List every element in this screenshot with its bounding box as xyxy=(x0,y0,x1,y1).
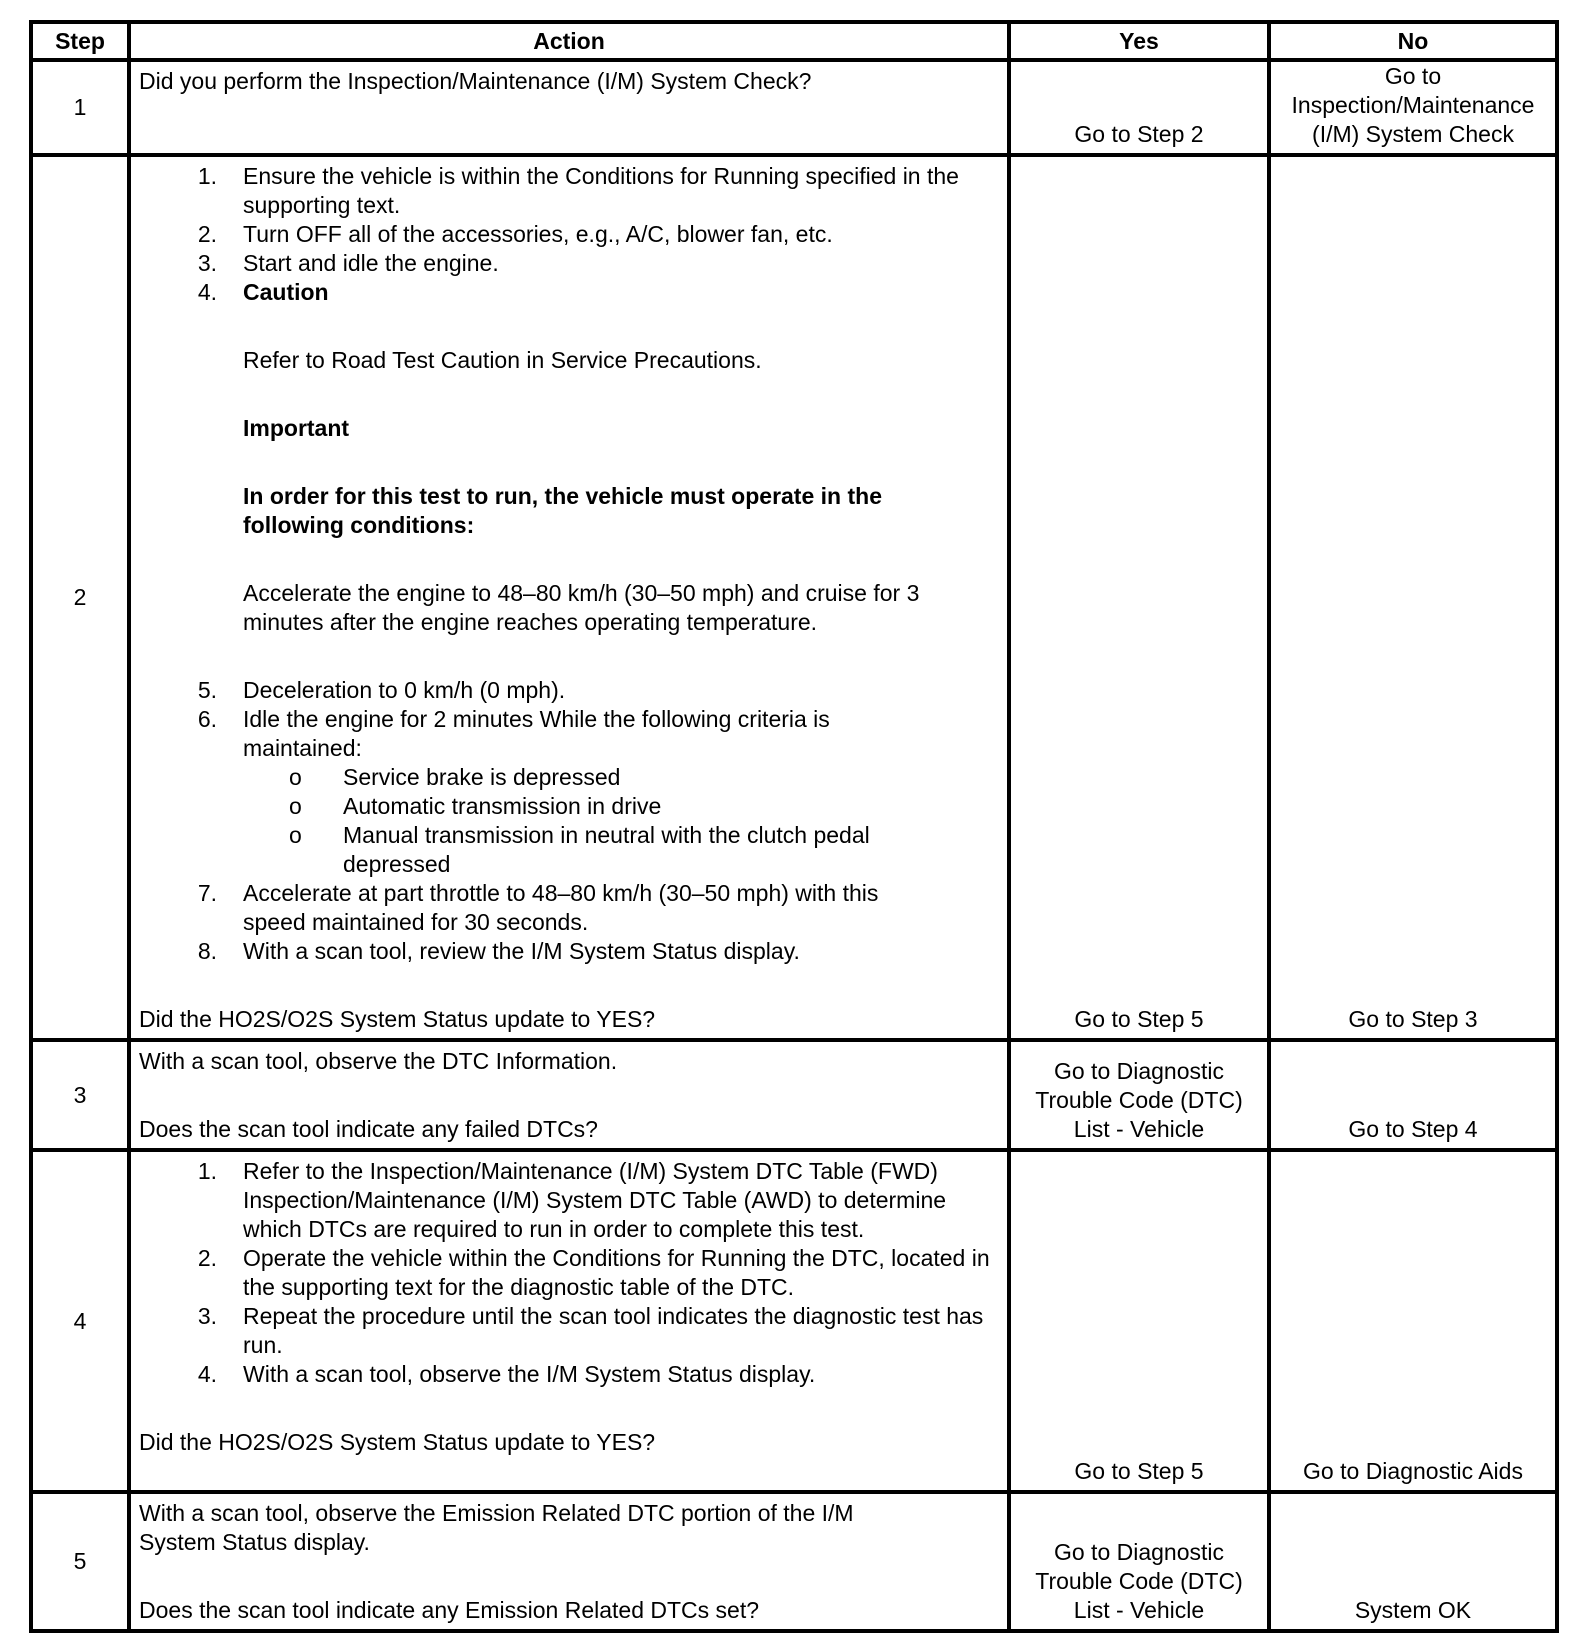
question-text: Does the scan tool indicate any failed DTCs? xyxy=(139,1116,598,1142)
header-yes: Yes xyxy=(1009,22,1269,60)
no-link[interactable]: Go to Diagnostic Aids xyxy=(1269,1150,1557,1492)
list-item: 5. Deceleration to 0 km/h (0 mph). xyxy=(197,677,566,703)
action-text: With a scan tool, observe the DTC Information. xyxy=(139,1048,618,1074)
step-number: 3 xyxy=(31,1040,129,1150)
no-link[interactable]: Go to Step 4 xyxy=(1269,1040,1557,1150)
list-item: 4. Caution xyxy=(139,278,999,307)
action-cell xyxy=(129,155,1009,1040)
list-item: 8. With a scan tool, review the I/M System Status display. xyxy=(197,938,800,964)
table-row xyxy=(31,60,1557,155)
numbered-list xyxy=(139,1157,999,1389)
caution-text: Refer to Road Test Caution in Service Precautions. xyxy=(243,347,762,373)
step-number: 4 xyxy=(31,1150,129,1492)
action-text: With a scan tool, observe the Emission Related DTC portion of the I/M System Status display. xyxy=(139,1500,854,1555)
header-no: No xyxy=(1269,22,1557,60)
step-number: 5 xyxy=(31,1492,129,1631)
header-action: Action xyxy=(129,22,1009,60)
action-text: Did you perform the Inspection/Maintenance (I/M) System Check? xyxy=(129,60,1009,155)
yes-link[interactable]: Go to Step 2 xyxy=(1009,60,1269,155)
diagnostic-table xyxy=(29,20,1559,1633)
action-cell xyxy=(129,1040,1009,1150)
step-number: 2 xyxy=(31,155,129,1040)
question-text: Did the HO2S/O2S System Status update to YES? xyxy=(139,1429,656,1455)
numbered-list xyxy=(139,162,999,307)
header-row xyxy=(31,22,1557,60)
table-row xyxy=(31,1492,1557,1631)
caution-label: Caution xyxy=(243,279,329,305)
list-item: 2. Turn OFF all of the accessories, e.g., A/C, blower fan, etc. xyxy=(197,221,833,247)
bullet-icon: o xyxy=(289,822,302,848)
accelerate-text: Accelerate the engine to 48–80 km/h (30–50 mph) and cruise for 3 minutes after the engine reaches operating temperature. xyxy=(243,580,920,635)
action-cell xyxy=(129,1492,1009,1631)
table-row xyxy=(31,155,1557,1040)
table-row xyxy=(31,1150,1557,1492)
sub-list-item: o Automatic transmission in drive xyxy=(139,792,999,821)
list-item: 1. Ensure the vehicle is within the Conditions for Running specified in the supporting text. xyxy=(197,163,959,218)
sub-list-item: o Manual transmission in neutral with the clutch pedal depressed xyxy=(139,821,999,879)
question-text: Does the scan tool indicate any Emission Related DTCs set? xyxy=(139,1597,760,1623)
list-item: 3. Repeat the procedure until the scan tool indicates the diagnostic test has run. xyxy=(197,1303,984,1358)
yes-link[interactable]: Go to Diagnostic Trouble Code (DTC) List - Vehicle xyxy=(1009,1040,1269,1150)
list-item: 7. Accelerate at part throttle to 48–80 km/h (30–50 mph) with this speed maintained for 30 seconds. xyxy=(197,880,879,935)
table-row xyxy=(31,1040,1557,1150)
list-item: 6. Idle the engine for 2 minutes While the following criteria is maintained: xyxy=(197,706,830,761)
sub-list-item: o Service brake is depressed xyxy=(139,763,999,792)
yes-link[interactable]: Go to Step 5 xyxy=(1009,1150,1269,1492)
no-link[interactable]: Go to Step 3 xyxy=(1269,155,1557,1040)
list-item: 3. Start and idle the engine. xyxy=(197,250,499,276)
list-item: 1. Refer to the Inspection/Maintenance (I/M) System DTC Table (FWD) Inspection/Maintenance (I/M) System DTC Table (AWD) to determine which DTCs are required to run in order to complete this test. xyxy=(197,1158,947,1242)
numbered-list xyxy=(139,676,999,966)
list-item: 2. Operate the vehicle within the Conditions for Running the DTC, located in the supporting text for the diagnostic table of the DTC. xyxy=(197,1245,990,1300)
question-text: Did the HO2S/O2S System Status update to YES? xyxy=(139,1006,656,1032)
no-link[interactable]: Go to Inspection/Maintenance (I/M) System Check xyxy=(1269,60,1557,155)
important-text: In order for this test to run, the vehicle must operate in the following conditions: xyxy=(243,483,882,538)
list-item: 4. With a scan tool, observe the I/M System Status display. xyxy=(197,1361,816,1387)
no-link[interactable]: System OK xyxy=(1269,1492,1557,1631)
important-label: Important xyxy=(243,415,350,441)
bullet-icon: o xyxy=(289,793,302,819)
action-cell xyxy=(129,1150,1009,1492)
header-step: Step xyxy=(31,22,129,60)
yes-link[interactable]: Go to Diagnostic Trouble Code (DTC) List - Vehicle xyxy=(1009,1492,1269,1631)
yes-link[interactable]: Go to Step 5 xyxy=(1009,155,1269,1040)
bullet-icon: o xyxy=(289,764,302,790)
step-number: 1 xyxy=(31,60,129,155)
